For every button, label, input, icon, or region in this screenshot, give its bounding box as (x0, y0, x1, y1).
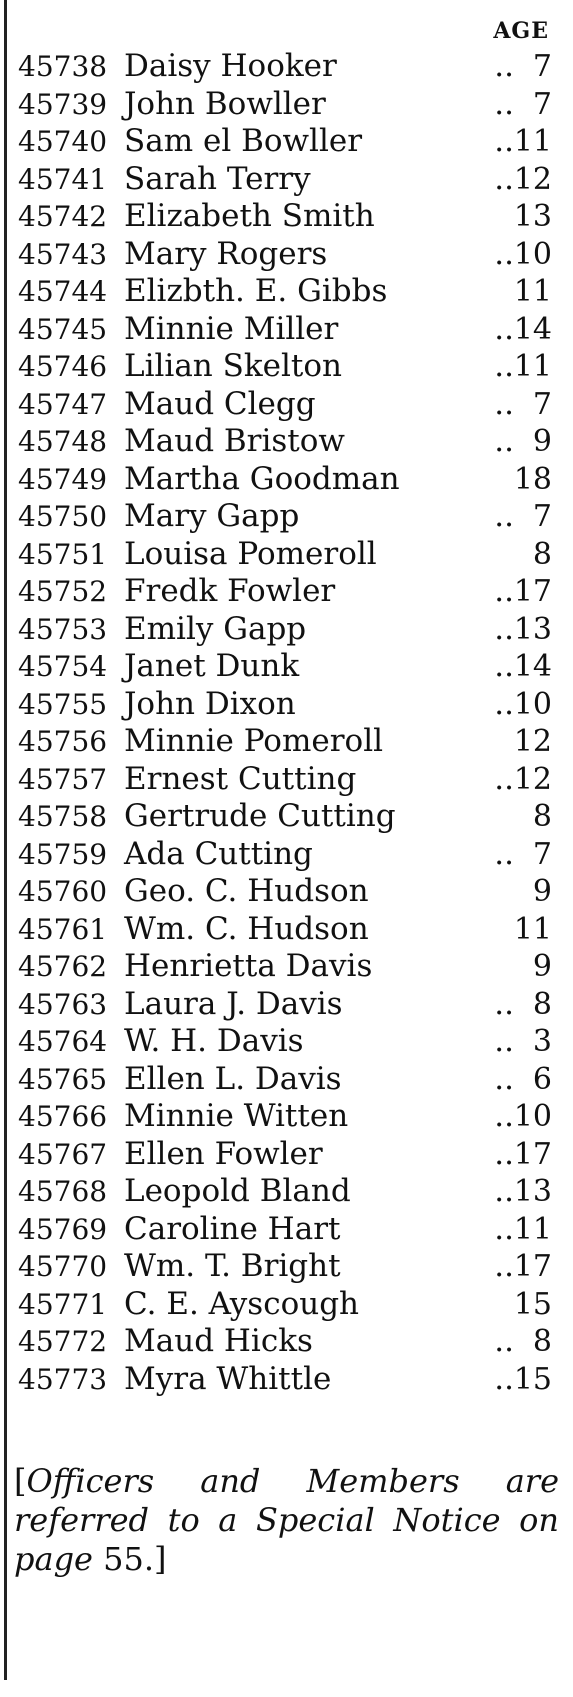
leader-dots: .. (494, 498, 514, 534)
member-age: 10 (513, 686, 552, 722)
member-age: 7 (532, 499, 552, 534)
member-list (18, 48, 558, 1398)
leader-dots: .. (494, 1098, 514, 1134)
age-column-header: AGE (493, 18, 549, 44)
member-number: 45770 (18, 1250, 108, 1283)
member-number: 45743 (18, 237, 108, 271)
left-margin-rule (4, 0, 7, 1680)
leader-dots: .. (494, 760, 514, 797)
member-number: 45764 (18, 1025, 108, 1058)
member-name: C. E. Ayscough (124, 1285, 360, 1322)
member-number: 45767 (18, 1137, 108, 1171)
list-item (18, 1211, 558, 1249)
member-age: 10 (513, 236, 552, 272)
member-name: Elizbth. E. Gibbs (124, 273, 388, 309)
list-item (18, 986, 558, 1024)
list-item (18, 236, 558, 274)
list-item (18, 761, 558, 799)
leader-dots: .. (494, 310, 514, 347)
member-number: 45755 (18, 687, 108, 721)
member-name: Ernest Cutting (124, 760, 357, 797)
leader-dots: .. (494, 160, 514, 197)
member-age: 7 (532, 836, 552, 872)
list-item (18, 798, 558, 836)
member-name: Henrietta Davis (124, 948, 373, 984)
member-age: 17 (513, 1249, 552, 1284)
member-name: Leopold Bland (124, 1173, 351, 1209)
member-number: 45758 (18, 800, 108, 833)
member-number: 45773 (18, 1362, 108, 1396)
member-number: 45760 (18, 875, 108, 908)
member-age: 12 (513, 761, 552, 797)
leader-dots: .. (494, 1023, 514, 1059)
list-item (18, 86, 558, 124)
member-name: W. H. Davis (124, 1023, 304, 1059)
member-number: 45771 (18, 1287, 108, 1321)
member-number: 45766 (18, 1100, 108, 1133)
member-name: Wm. C. Hudson (124, 910, 369, 947)
member-name: Maud Hicks (124, 1323, 313, 1359)
member-number: 45742 (18, 200, 108, 233)
list-item (18, 348, 558, 386)
list-item (18, 1173, 558, 1211)
list-item (18, 498, 558, 536)
member-age: 15 (513, 1286, 552, 1322)
leader-dots: .. (494, 685, 514, 722)
member-name: Ada Cutting (124, 835, 313, 872)
list-item (18, 873, 558, 911)
member-age: 17 (513, 1136, 552, 1172)
leader-dots: .. (494, 573, 514, 609)
member-number: 45769 (18, 1212, 108, 1246)
leader-dots: .. (494, 1210, 514, 1247)
member-age: 14 (513, 311, 552, 347)
list-item (18, 611, 558, 649)
list-item (18, 1248, 558, 1286)
list-item (18, 723, 558, 761)
member-number: 45745 (18, 312, 108, 346)
member-age: 7 (532, 386, 552, 422)
member-age: 7 (532, 49, 552, 84)
member-age: 7 (532, 86, 552, 122)
member-number: 45761 (18, 912, 108, 946)
member-age: 9 (532, 949, 552, 984)
member-age: 14 (513, 649, 552, 684)
leader-dots: .. (494, 1248, 514, 1284)
member-number: 45740 (18, 125, 108, 158)
member-age: 18 (513, 461, 552, 497)
member-age: 11 (513, 911, 552, 947)
list-item (18, 273, 558, 311)
member-number: 45747 (18, 387, 108, 421)
member-number: 45749 (18, 462, 108, 496)
member-age: 17 (513, 574, 552, 609)
member-name: Ellen Fowler (124, 1135, 323, 1172)
member-number: 45748 (18, 425, 108, 458)
member-name: Louisa Pomeroll (124, 535, 377, 572)
leader-dots: .. (494, 1173, 514, 1209)
member-name: Mary Rogers (124, 235, 328, 272)
list-item (18, 948, 558, 986)
member-age: 13 (513, 1174, 552, 1209)
member-number: 45763 (18, 987, 108, 1021)
member-name: Lilian Skelton (124, 348, 342, 384)
member-age: 9 (532, 874, 552, 909)
leader-dots: .. (494, 348, 514, 384)
list-item (18, 1098, 558, 1136)
leader-dots: .. (494, 648, 514, 684)
member-number: 45759 (18, 837, 108, 871)
list-item (18, 1361, 558, 1399)
leader-dots: .. (494, 423, 514, 459)
member-number: 45772 (18, 1325, 108, 1358)
member-age: 9 (532, 424, 552, 459)
list-item (18, 1286, 558, 1324)
member-age: 8 (532, 986, 552, 1022)
member-name: Sam el Bowller (124, 123, 363, 159)
member-age: 10 (513, 1099, 552, 1134)
member-number: 45768 (18, 1175, 108, 1208)
member-age: 13 (513, 199, 552, 234)
member-age: 12 (513, 724, 552, 759)
member-name: Elizabeth Smith (124, 198, 375, 234)
leader-dots: .. (494, 835, 514, 872)
leader-dots: .. (494, 385, 514, 422)
notice-page-ref: 55.] (103, 1540, 167, 1578)
leader-dots: .. (494, 85, 514, 122)
member-name: John Dixon (124, 685, 296, 722)
list-item (18, 161, 558, 199)
member-name: Mary Gapp (124, 498, 300, 534)
member-name: Emily Gapp (124, 610, 307, 647)
member-age: 15 (513, 1361, 552, 1397)
member-number: 45750 (18, 500, 108, 533)
special-notice (14, 1462, 559, 1579)
member-name: Myra Whittle (124, 1360, 332, 1397)
member-name: Gertrude Cutting (124, 798, 396, 834)
leader-dots: .. (494, 235, 514, 272)
member-age: 11 (513, 274, 552, 309)
list-item (18, 48, 558, 86)
list-item (18, 573, 558, 611)
member-age: 11 (513, 349, 552, 384)
list-item (18, 1136, 558, 1174)
member-name: Sarah Terry (124, 160, 311, 197)
list-item (18, 911, 558, 949)
list-item (18, 836, 558, 874)
member-number: 45739 (18, 87, 108, 121)
notice-open-bracket: [ (14, 1462, 27, 1500)
member-number: 45744 (18, 275, 108, 308)
member-age: 3 (532, 1024, 552, 1059)
notice-text: Officers and Members are referred to a Special Notice on page (14, 1462, 559, 1578)
member-age: 8 (532, 536, 552, 572)
member-name: Martha Goodman (124, 460, 400, 497)
list-item (18, 686, 558, 724)
member-name: Minnie Miller (124, 310, 339, 347)
leader-dots: .. (494, 610, 514, 647)
list-item (18, 123, 558, 161)
member-name: Daisy Hooker (124, 48, 337, 84)
member-name: John Bowller (124, 85, 326, 122)
member-name: Minnie Witten (124, 1098, 349, 1134)
member-number: 45741 (18, 162, 108, 196)
leader-dots: .. (494, 1323, 514, 1359)
leader-dots: .. (494, 1135, 514, 1172)
member-number: 45762 (18, 950, 108, 983)
leader-dots: .. (494, 48, 514, 84)
member-name: Janet Dunk (124, 648, 300, 684)
member-age: 8 (532, 1324, 552, 1359)
member-number: 45746 (18, 350, 108, 383)
member-name: Fredk Fowler (124, 573, 336, 609)
member-number: 45738 (18, 50, 108, 83)
member-age: 12 (513, 161, 552, 197)
member-name: Ellen L. Davis (124, 1060, 342, 1097)
member-name: Geo. C. Hudson (124, 873, 369, 909)
member-age: 11 (513, 124, 552, 159)
member-number: 45765 (18, 1062, 108, 1096)
list-item (18, 386, 558, 424)
leader-dots: .. (494, 1360, 514, 1397)
list-item (18, 311, 558, 349)
member-name: Wm. T. Bright (124, 1248, 341, 1284)
member-number: 45757 (18, 762, 108, 796)
list-item (18, 536, 558, 574)
member-number: 45756 (18, 725, 108, 758)
list-item (18, 648, 558, 686)
leader-dots: .. (494, 985, 514, 1022)
list-item (18, 461, 558, 499)
list-item (18, 198, 558, 236)
member-name: Maud Clegg (124, 385, 316, 422)
member-name: Minnie Pomeroll (124, 723, 384, 759)
member-age: 11 (513, 1211, 552, 1247)
member-number: 45753 (18, 612, 108, 646)
member-number: 45751 (18, 537, 108, 571)
list-item (18, 1061, 558, 1099)
member-number: 45752 (18, 575, 108, 608)
leader-dots: .. (494, 1060, 514, 1097)
list-item (18, 423, 558, 461)
member-name: Maud Bristow (124, 423, 345, 459)
member-name: Caroline Hart (124, 1210, 341, 1247)
list-item (18, 1323, 558, 1361)
member-name: Laura J. Davis (124, 985, 343, 1022)
member-number: 45754 (18, 650, 108, 683)
member-age: 6 (532, 1061, 552, 1097)
leader-dots: .. (494, 123, 514, 159)
member-age: 8 (532, 799, 552, 834)
member-age: 13 (513, 611, 552, 647)
list-item (18, 1023, 558, 1061)
